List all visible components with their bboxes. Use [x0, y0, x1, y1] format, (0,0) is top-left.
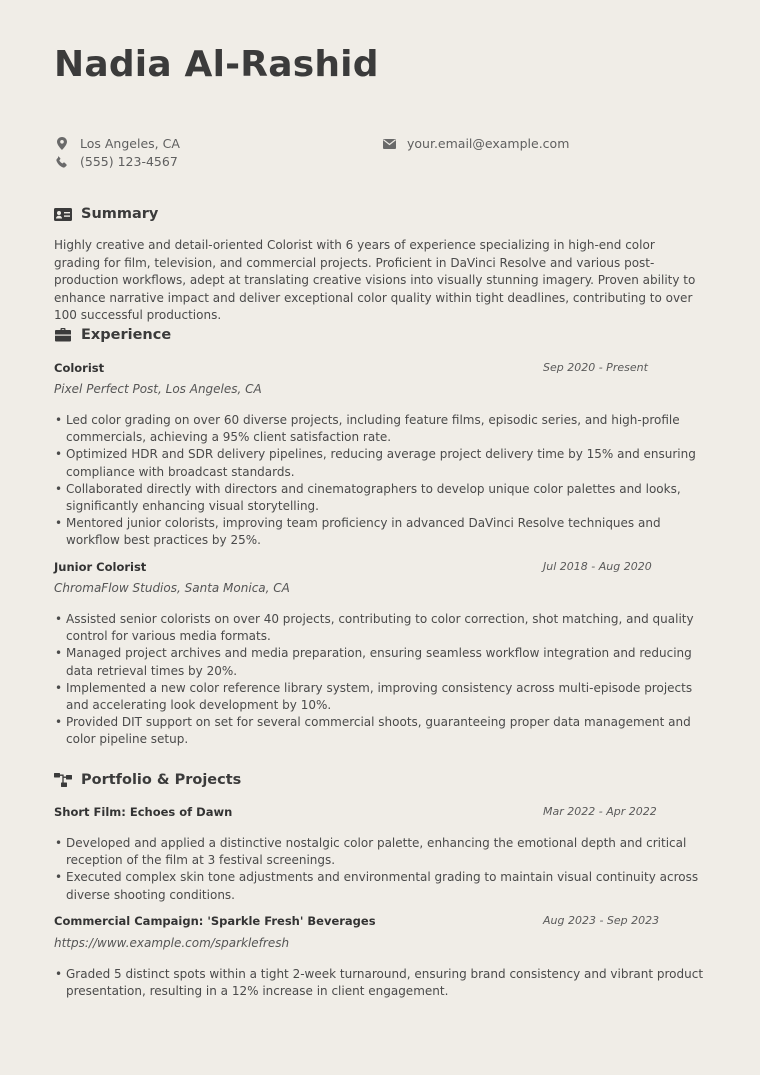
job-date: Sep 2020 - Present — [543, 361, 648, 374]
email-text: your.email@example.com — [407, 136, 570, 151]
bullet-item: • Assisted senior colorists on over 40 projects, contributing to color correction, shot matching, and quality control for various media formats. — [54, 611, 704, 645]
bullet-item: • Developed and applied a distinctive nostalgic color palette, enhancing the emotional depth and critical reception of the film at 3 festival screenings. — [54, 835, 704, 869]
contact-email[interactable] — [381, 136, 569, 151]
sitemap-icon — [54, 773, 72, 787]
project-title: Short Film: Echoes of Dawn — [54, 805, 233, 819]
bullet-item: • Executed complex skin tone adjustments and environmental grading to maintain visual continuity across diverse shooting conditions. — [54, 869, 704, 903]
job-company: Pixel Perfect Post, Los Angeles, CA — [54, 382, 262, 396]
bullet-item: • Provided DIT support on set for several commercial shoots, guaranteeing proper data management and color pipeline setup. — [54, 714, 704, 748]
envelope-icon — [381, 139, 397, 149]
bullet-item: • Implemented a new color reference library system, improving consistency across multi-episode projects and accelerating look development by 10%. — [54, 680, 704, 714]
map-pin-icon — [54, 137, 70, 150]
bullet-item: • Managed project archives and media preparation, ensuring seamless workflow integration and reducing data retrieval times by 20%. — [54, 645, 704, 679]
project-bullets — [54, 835, 704, 904]
contact-location — [54, 136, 180, 151]
location-text: Los Angeles, CA — [80, 136, 180, 151]
experience-title: Experience — [81, 327, 172, 343]
candidate-name: Nadia Al-Rashid — [54, 44, 379, 85]
job-bullets — [54, 412, 704, 550]
experience-heading — [54, 327, 171, 343]
project-link[interactable]: https://www.example.com/sparklefresh — [54, 936, 290, 950]
bullet-item: • Mentored junior colorists, improving team proficiency in advanced DaVinci Resolve techniques and workflow best practices by 25%. — [54, 515, 704, 549]
phone-text: (555) 123-4567 — [80, 154, 178, 169]
summary-heading — [54, 206, 158, 222]
id-card-icon — [54, 208, 72, 221]
job-date: Jul 2018 - Aug 2020 — [543, 560, 652, 573]
bullet-item: • Graded 5 distinct spots within a tight 2-week turnaround, ensuring brand consistency and vibrant product presentation, resulting in a 12% increase in client engagement. — [54, 966, 704, 1000]
portfolio-title: Portfolio & Projects — [81, 772, 242, 788]
phone-icon — [54, 156, 70, 168]
summary-text: Highly creative and detail-oriented Colorist with 6 years of experience specializing in high-end color grading for film, television, and commercial projects. Proficient in DaVinci Resolve and various post-production workflows, adept at translating creative visions into visually stunning imagery. Proven ability to enhance narrative impact and deliver exceptional color quality within tight deadlines, contributing to over 100 successful productions. — [54, 238, 696, 322]
job-title: Junior Colorist — [54, 560, 147, 574]
briefcase-icon — [54, 328, 72, 342]
bullet-item: • Collaborated directly with directors and cinematographers to develop unique color palettes and looks, significantly enhancing visual storytelling. — [54, 481, 704, 515]
job-company: ChromaFlow Studios, Santa Monica, CA — [54, 581, 290, 595]
project-bullets — [54, 966, 704, 1000]
contact-phone — [54, 154, 178, 169]
summary-title: Summary — [81, 206, 159, 222]
job-bullets — [54, 611, 704, 749]
project-date: Mar 2022 - Apr 2022 — [543, 805, 657, 818]
portfolio-heading — [54, 772, 241, 788]
bullet-item: • Optimized HDR and SDR delivery pipelines, reducing average project delivery time by 15% and ensuring compliance with broadcast standards. — [54, 446, 704, 480]
job-title: Colorist — [54, 361, 105, 375]
project-title: Commercial Campaign: 'Sparkle Fresh' Beverages — [54, 914, 376, 928]
bullet-item: • Led color grading on over 60 diverse projects, including feature films, episodic series, and high-profile commercials, achieving a 95% client satisfaction rate. — [54, 412, 704, 446]
project-date: Aug 2023 - Sep 2023 — [543, 914, 660, 927]
